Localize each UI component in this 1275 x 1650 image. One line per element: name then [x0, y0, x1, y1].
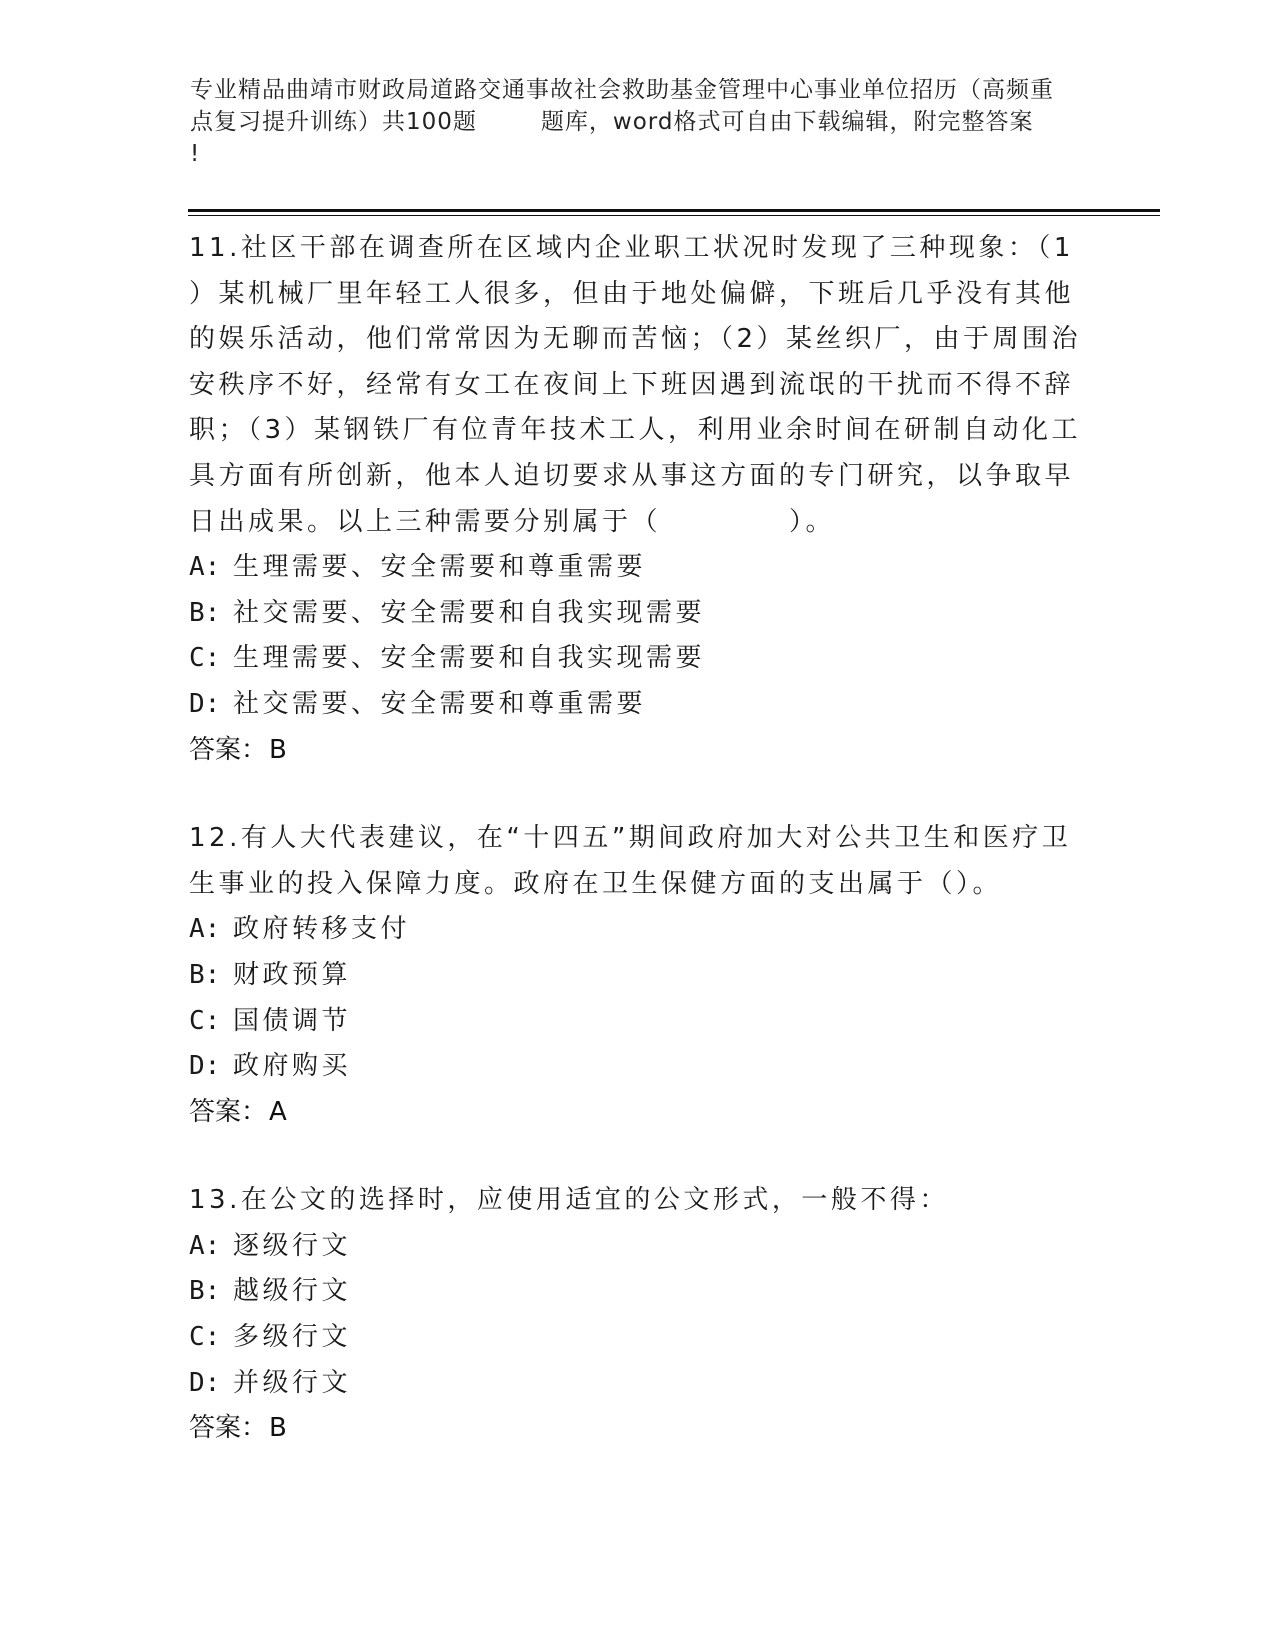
answer-label: 答案： [189, 1413, 268, 1444]
header-line-1: 专业精品曲靖市财政局道路交通事故社会救助基金管理中心事业单位招历（高频重 [190, 77, 1054, 103]
question-stem-line: 具方面有所创新，他本人迫切要求从事这方面的专门研究，以争取早 [189, 460, 1075, 491]
question-11 [189, 226, 1089, 773]
question-stem-line: 职；（3）某钢铁厂有位青年技术工人，利用业余时间在研制自动化工 [189, 415, 1082, 446]
answer-line [189, 728, 1089, 774]
option-b [189, 591, 1089, 637]
option-letter: A: [189, 1230, 221, 1261]
header-line-3: ! [190, 141, 201, 167]
option-c [189, 1315, 1089, 1361]
question-stem-line: 的娱乐活动，他们常常因为无聊而苦恼；（2）某丝织厂，由于周围治 [189, 324, 1082, 355]
answer-line [189, 1406, 1089, 1452]
option-letter: D: [189, 1367, 221, 1398]
option-d [189, 1044, 1089, 1090]
option-text: 政府购买 [233, 1051, 352, 1082]
answer-label: 答案： [189, 734, 268, 765]
option-letter: D: [189, 1051, 221, 1082]
option-text: 国债调节 [233, 1005, 352, 1036]
option-text: 政府转移支付 [233, 914, 411, 945]
question-stem-text: 日出成果。以上三种需要分别属于（ [189, 506, 662, 537]
header-line-2 [190, 106, 1090, 138]
header-divider-thin [188, 215, 1160, 216]
question-stem-line: 13.在公文的选择时，应使用适宜的公文形式，一般不得： [189, 1185, 949, 1216]
question-stem-line-last [189, 500, 1089, 546]
header-line-2-part-1: 点复习提升训练）共100题 [190, 109, 477, 135]
option-a [189, 1224, 1089, 1270]
option-letter: B: [189, 1276, 221, 1307]
question-stem-line: 12.有人大代表建议，在“十四五”期间政府加大对公共卫生和医疗卫 [189, 823, 1072, 854]
option-text: 多级行文 [233, 1322, 352, 1353]
option-letter: C: [189, 1322, 221, 1353]
option-text: 越级行文 [233, 1276, 352, 1307]
option-letter: C: [189, 1005, 221, 1036]
question-stem-line: 11.社区干部在调查所在区域内企业职工状况时发现了三种现象：（1 [189, 233, 1074, 263]
answer-value: B [269, 1413, 287, 1444]
answer-line [189, 1090, 1089, 1136]
option-letter: A: [189, 552, 221, 583]
option-text: 社交需要、安全需要和尊重需要 [233, 688, 647, 719]
option-a [189, 545, 1089, 591]
option-text: 社交需要、安全需要和自我实现需要 [233, 597, 706, 628]
option-text: 逐级行文 [233, 1230, 352, 1261]
option-d [189, 682, 1089, 728]
option-letter: C: [189, 643, 221, 674]
option-b [189, 953, 1089, 999]
answer-value: A [269, 1096, 287, 1127]
questions-list [189, 226, 1089, 1495]
header-divider-thick [188, 209, 1160, 212]
question-12 [189, 816, 1089, 1135]
option-a [189, 907, 1089, 953]
answer-value: B [269, 734, 287, 765]
option-letter: B: [189, 959, 221, 990]
question-stem-line: 安秩序不好，经常有女工在夜间上下班因遇到流氓的干扰而不得不辞 [189, 369, 1075, 400]
question-13 [189, 1178, 1089, 1452]
option-c [189, 636, 1089, 682]
option-text: 并级行文 [233, 1367, 352, 1398]
option-text: 财政预算 [233, 959, 352, 990]
option-text: 生理需要、安全需要和自我实现需要 [233, 643, 706, 674]
option-text: 生理需要、安全需要和尊重需要 [233, 552, 647, 583]
option-letter: B: [189, 597, 221, 628]
question-stem-line: ）某机械厂里年轻工人很多，但由于地处偏僻，下班后几乎没有其他 [189, 278, 1075, 309]
question-stem-line: 生事业的投入保障力度。政府在卫生保健方面的支出属于（）。 [189, 868, 1003, 899]
option-c [189, 999, 1089, 1045]
option-letter: A: [189, 914, 221, 945]
question-stem-tail: ）。 [789, 506, 836, 537]
header-line-2-part-2: 题库，word格式可自由下载编辑，附完整答案 [540, 109, 1034, 135]
document-header [190, 74, 1090, 170]
option-b [189, 1269, 1089, 1315]
option-d [189, 1361, 1089, 1407]
option-letter: D: [189, 688, 221, 719]
answer-label: 答案： [189, 1096, 268, 1127]
